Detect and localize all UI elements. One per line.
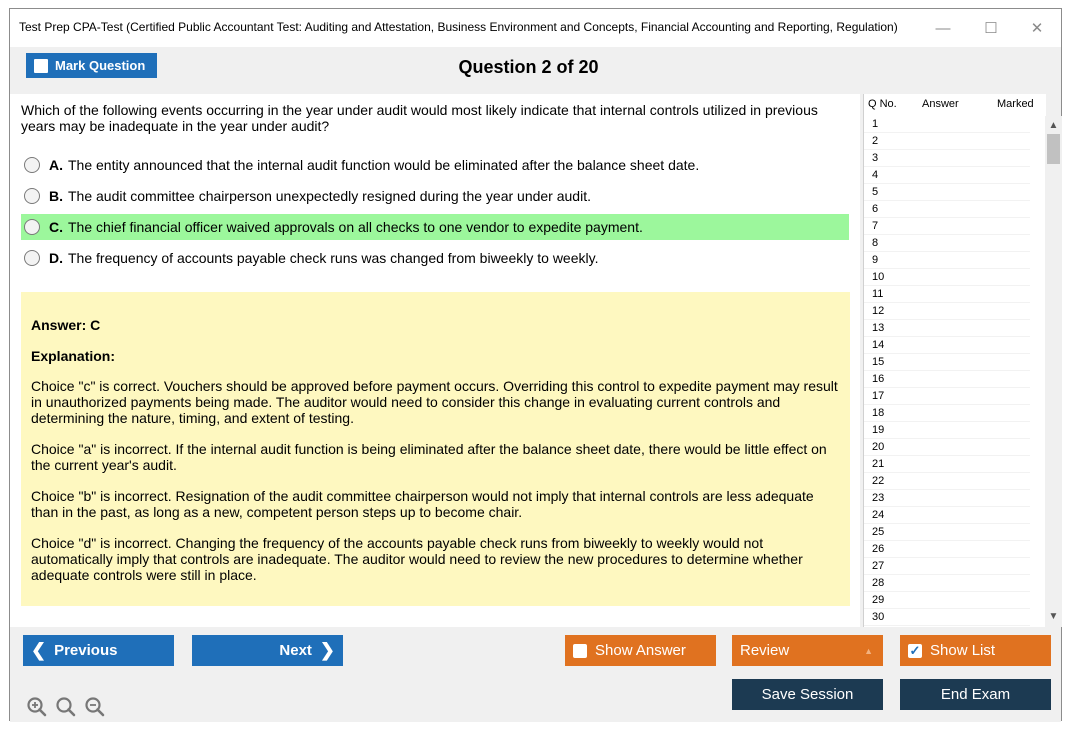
- option-d[interactable]: [21, 245, 849, 271]
- explanation-paragraph: Choice "c" is correct. Vouchers should be approved before payment occurs. Overriding this control to expedite payment may result in unauthorized payments being made. The auditor would need to consider this change in evaluating current controls and determining the nature, timing, and extent of testing.: [31, 378, 838, 426]
- radio-button[interactable]: [24, 219, 40, 235]
- question-list-row[interactable]: 1: [864, 116, 1030, 133]
- question-list-row[interactable]: 16: [864, 371, 1030, 388]
- question-list-header: [864, 94, 1046, 114]
- col-qno: Q No.: [868, 98, 897, 110]
- question-list-row[interactable]: 23: [864, 490, 1030, 507]
- close-button[interactable]: ✕: [1030, 20, 1044, 37]
- title-bar: [10, 9, 1061, 47]
- show-answer-label: Show Answer: [595, 642, 686, 659]
- zoom-reset-icon[interactable]: [55, 696, 77, 718]
- option-letter: D.: [49, 250, 63, 266]
- maximize-button[interactable]: ☐: [984, 20, 998, 37]
- review-dropdown[interactable]: [732, 635, 883, 666]
- scroll-thumb[interactable]: [1047, 134, 1060, 164]
- previous-label: Previous: [54, 642, 118, 659]
- question-list-row[interactable]: 20: [864, 439, 1030, 456]
- radio-button[interactable]: [24, 157, 40, 173]
- explanation-paragraph: Choice "a" is incorrect. If the internal audit function is being eliminated after the balance sheet date, there would be little effect on the current year's audit.: [31, 441, 827, 473]
- question-list-row[interactable]: 7: [864, 218, 1030, 235]
- explanation-paragraph: Choice "d" is incorrect. Changing the frequency of the accounts payable check runs from biweekly to weekly would not automatically imply that controls are inadequate. The auditor would need to review the new procedures to determine whether adequate controls were still in place.: [31, 535, 803, 583]
- col-marked: Marked: [997, 98, 1034, 110]
- option-letter: B.: [49, 188, 63, 204]
- explanation-panel: [21, 292, 850, 606]
- option-text: The frequency of accounts payable check runs was changed from biweekly to weekly.: [68, 250, 599, 266]
- question-list-row[interactable]: 22: [864, 473, 1030, 490]
- radio-button[interactable]: [24, 188, 40, 204]
- review-label: Review: [740, 642, 790, 659]
- question-toolbar: [10, 47, 1061, 94]
- col-answer: Answer: [922, 98, 959, 110]
- question-list-panel: [863, 94, 1046, 627]
- chevron-down-icon[interactable]: ▼: [1048, 611, 1059, 622]
- question-list-row[interactable]: 27: [864, 558, 1030, 575]
- question-list-row[interactable]: 2: [864, 133, 1030, 150]
- checkbox-icon: [573, 644, 587, 658]
- question-list-row[interactable]: 18: [864, 405, 1030, 422]
- question-list: [864, 116, 1030, 626]
- window-title: Test Prep CPA-Test (Certified Public Accountant Test: Auditing and Attestation, Business Environment and Concepts, Financial Accounting and Reporting, Regulation): [19, 20, 898, 34]
- minimize-button[interactable]: —: [935, 19, 951, 37]
- question-list-row[interactable]: 10: [864, 269, 1030, 286]
- option-text: The chief financial officer waived approvals on all checks to one vendor to expedite payment.: [68, 219, 643, 235]
- bottom-bar: [10, 627, 1061, 722]
- mark-question-label: Mark Question: [55, 58, 146, 73]
- option-text: The audit committee chairperson unexpectedly resigned during the year under audit.: [68, 188, 591, 204]
- answer-label: Answer: C: [31, 317, 101, 333]
- question-list-row[interactable]: 12: [864, 303, 1030, 320]
- question-list-row[interactable]: 5: [864, 184, 1030, 201]
- app-window: [9, 8, 1062, 721]
- save-session-label: Save Session: [761, 686, 854, 703]
- question-list-row[interactable]: 19: [864, 422, 1030, 439]
- question-pane: [10, 94, 860, 627]
- question-list-row[interactable]: 21: [864, 456, 1030, 473]
- chevron-up-icon[interactable]: ▲: [1048, 120, 1059, 131]
- question-list-row[interactable]: 13: [864, 320, 1030, 337]
- question-list-row[interactable]: 6: [864, 201, 1030, 218]
- previous-button[interactable]: [23, 635, 174, 666]
- chevron-left-icon: ❮: [31, 640, 47, 660]
- question-list-row[interactable]: 29: [864, 592, 1030, 609]
- question-list-row[interactable]: 8: [864, 235, 1030, 252]
- option-c[interactable]: [21, 214, 849, 240]
- next-label: Next: [279, 642, 312, 659]
- question-list-scrollbar[interactable]: [1045, 116, 1062, 627]
- show-list-label: Show List: [930, 642, 996, 659]
- option-letter: A.: [49, 157, 63, 173]
- chevron-right-icon: ❯: [319, 640, 335, 660]
- question-list-row[interactable]: 3: [864, 150, 1030, 167]
- next-button[interactable]: [192, 635, 343, 666]
- question-list-row[interactable]: 9: [864, 252, 1030, 269]
- explanation-heading: Explanation:: [31, 348, 116, 364]
- option-text: The entity announced that the internal audit function would be eliminated after the balance sheet date.: [68, 157, 700, 173]
- question-list-row[interactable]: 14: [864, 337, 1030, 354]
- dropdown-arrow-icon: ▲: [864, 645, 873, 656]
- question-list-row[interactable]: 25: [864, 524, 1030, 541]
- end-exam-label: End Exam: [940, 686, 1011, 703]
- question-list-row[interactable]: 17: [864, 388, 1030, 405]
- question-list-row[interactable]: 11: [864, 286, 1030, 303]
- show-list-button[interactable]: [900, 635, 1051, 666]
- explanation-paragraph: Choice "b" is incorrect. Resignation of the audit committee chairperson would not imply that internal controls are less adequate than in the past, as long as a new, competent person steps up to become chair.: [31, 488, 814, 520]
- zoom-out-icon[interactable]: [84, 696, 106, 718]
- option-letter: C.: [49, 219, 63, 235]
- question-header: Question 2 of 20: [458, 57, 599, 77]
- end-exam-button[interactable]: [900, 679, 1051, 710]
- question-text: Which of the following events occurring in the year under audit would most likely indicate that internal controls utilized in previous years may be inadequate in the year under audit?: [21, 102, 818, 134]
- question-list-row[interactable]: 26: [864, 541, 1030, 558]
- save-session-button[interactable]: [732, 679, 883, 710]
- question-list-row[interactable]: 4: [864, 167, 1030, 184]
- question-list-row[interactable]: 24: [864, 507, 1030, 524]
- show-answer-button[interactable]: [565, 635, 716, 666]
- question-list-row[interactable]: 15: [864, 354, 1030, 371]
- question-list-row[interactable]: 30: [864, 609, 1030, 626]
- option-b[interactable]: [21, 183, 849, 209]
- checked-checkbox-icon: ✓: [909, 642, 921, 658]
- option-a[interactable]: [21, 152, 849, 178]
- zoom-in-icon[interactable]: [26, 696, 48, 718]
- question-list-row[interactable]: 28: [864, 575, 1030, 592]
- radio-button[interactable]: [24, 250, 40, 266]
